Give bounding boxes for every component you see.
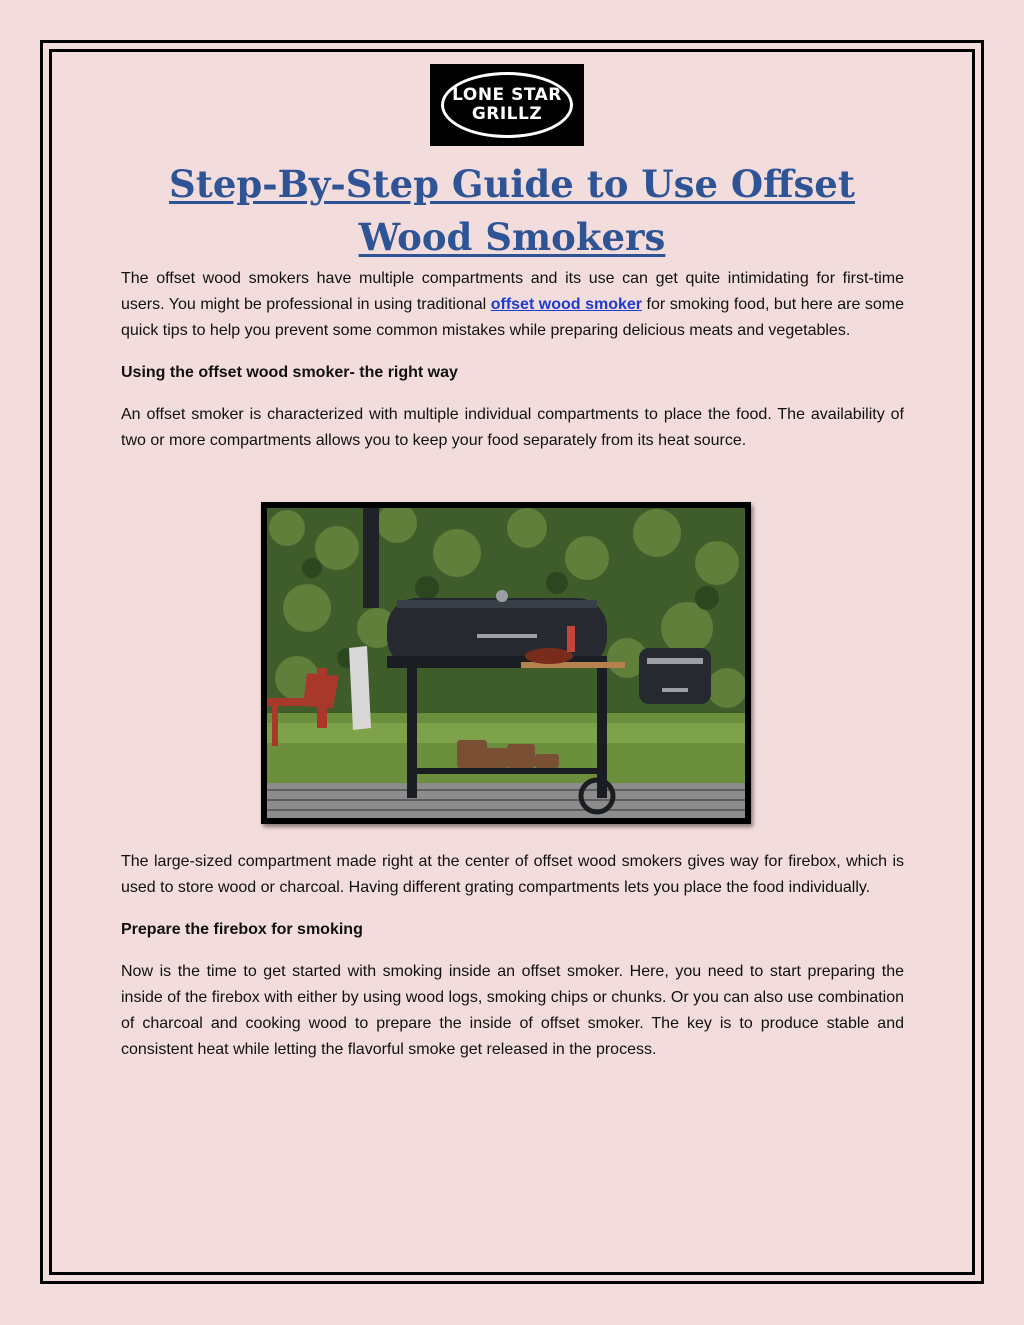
firebox-description-paragraph: The large-sized compartment made right at the center of offset wood smokers gives way for firebox, which is used to store wood or charcoal. Having different grating compartments lets you place the food individually. bbox=[121, 853, 904, 896]
section-heading-prepare: Prepare the firebox for smoking bbox=[121, 921, 363, 938]
section-paragraph-using: An offset smoker is characterized with multiple individual compartments to place the food. The availability of two or more compartments allows you to keep your food separately from its heat source. bbox=[121, 406, 904, 449]
intro-paragraph bbox=[121, 266, 904, 344]
section-heading-using: Using the offset wood smoker- the right way bbox=[121, 364, 458, 381]
article-body-top bbox=[121, 266, 904, 454]
article-body-bottom bbox=[121, 849, 904, 1063]
logo-oval bbox=[441, 72, 573, 138]
logo-line-2: GRILLZ bbox=[471, 104, 543, 124]
lone-star-grillz-logo[interactable] bbox=[430, 64, 584, 146]
smoker-photo-frame bbox=[261, 502, 751, 824]
intro-text-before: The offset wood smokers have multiple compartments and its use can get quite intimidating for first-time users. You might be professional in using traditional bbox=[121, 270, 904, 313]
offset-smoker-photo bbox=[267, 508, 745, 818]
offset-wood-smoker-link[interactable]: offset wood smoker bbox=[490, 296, 643, 313]
intro-text-after: for smoking food, but here are some quick tips to help you prevent some common mistakes while preparing delicious meats and vegetables. bbox=[121, 296, 905, 339]
section-paragraph-prepare: Now is the time to get started with smoking inside an offset smoker. Here, you need to start preparing the inside of the firebox with either by using wood logs, smoking chips or chunks. Or you can also use combination of charcoal and cooking wood to prepare the inside of offset smoker. The key is to produce stable and consistent heat while letting the flavorful smoke get released in the process. bbox=[121, 963, 904, 1058]
page-title: Step-By-Step Guide to Use Offset Wood Smokers bbox=[169, 162, 855, 259]
logo-line-1: LONE STAR bbox=[452, 85, 562, 105]
